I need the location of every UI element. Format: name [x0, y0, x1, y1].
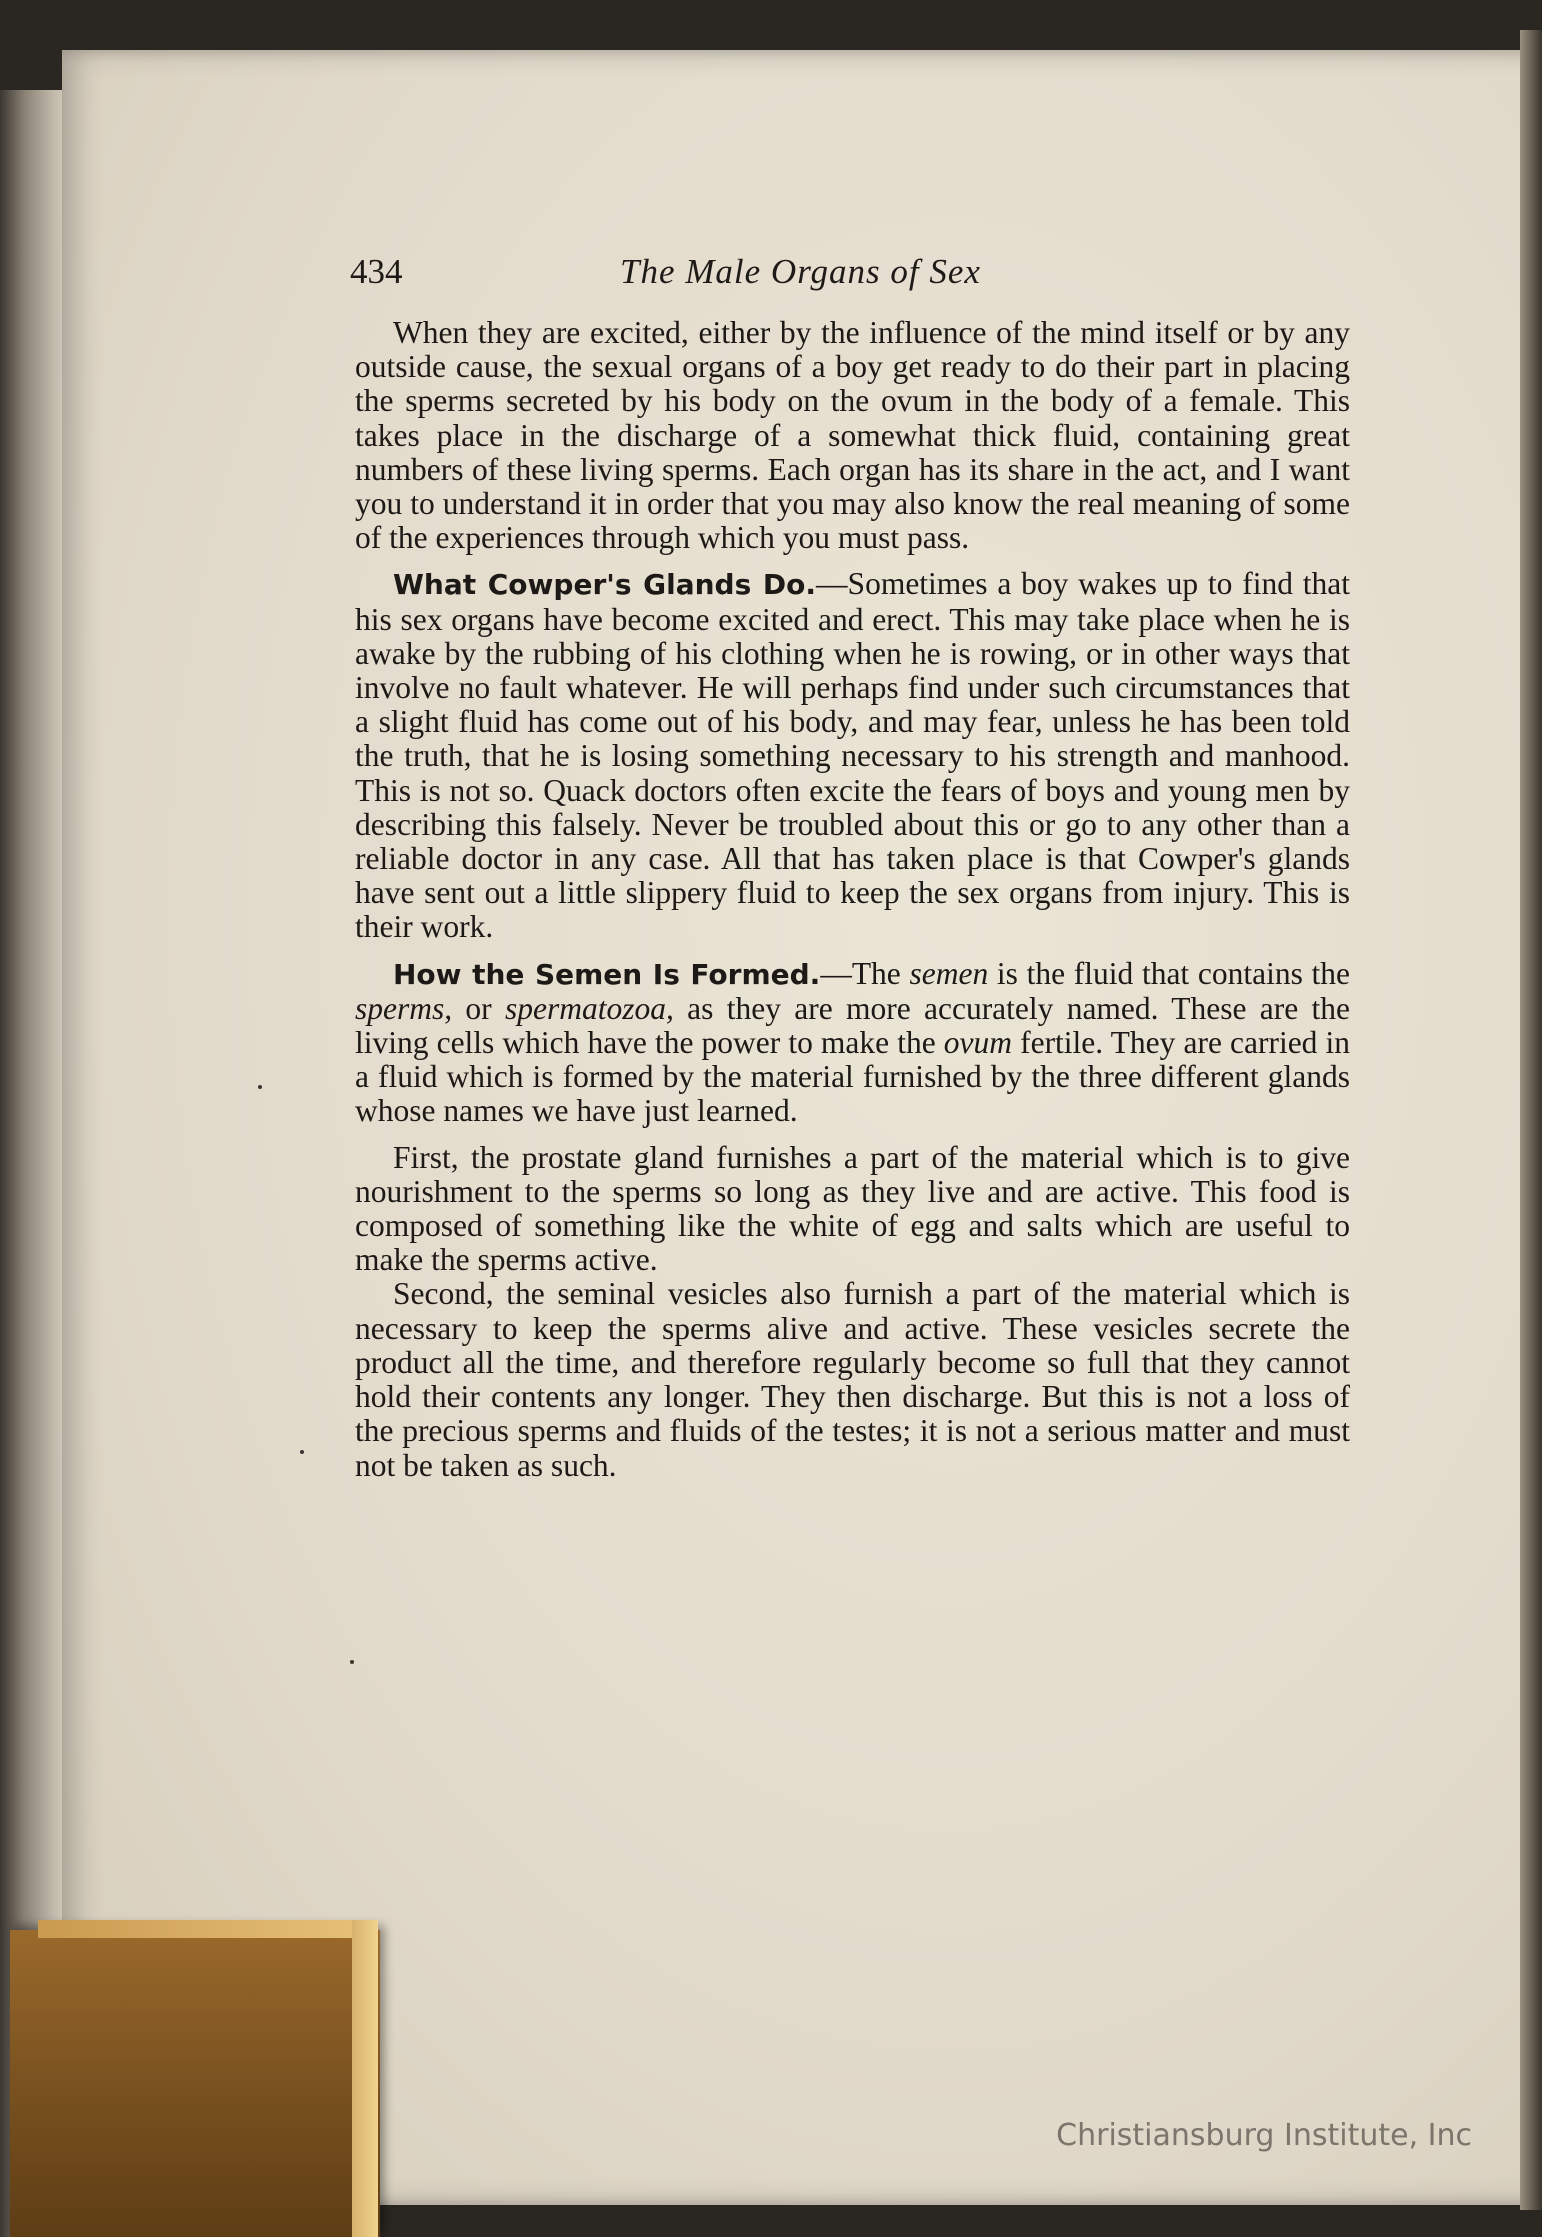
paragraph-text: or	[452, 990, 505, 1026]
paper-speck	[258, 1085, 262, 1089]
italic-term: ovum	[943, 1025, 1013, 1061]
paragraph-text: —The	[820, 955, 910, 991]
paragraph-text: fertile. They are carried in a fluid which is formed by the material furnished by the three different glands whose names we have just learned.	[355, 1025, 1351, 1129]
book-gutter	[1520, 30, 1542, 2210]
paragraph-intro	[355, 316, 1350, 555]
paragraph-text: Second, the seminal vesicles also furnish a part of the material which is necessary to keep the sperms alive and active. These vesicles secrete the product all the time, and therefore regularly become so full that they cannot hold their contents any longer. They then discharge. But this is not a loss of the precious sperms and fluids of the testes; it is not a serious matter and must not be taken as such.	[355, 1276, 1350, 1483]
page-body	[355, 316, 1350, 1483]
section-heading-cowpers-glands: What Cowper's Glands Do.	[393, 568, 817, 602]
paragraph-cowpers-glands	[355, 567, 1350, 944]
paragraph-prostate	[355, 1141, 1350, 1278]
paragraph-text: When they are excited, either by the influence of the mind itself or by any outside cause, the sexual organs of a boy get ready to do their part in placing the sperms secreted by his body on the ovum in the body of a female. This takes place in the discharge of a somewhat thick fluid, containing great numbers of these living sperms. Each organ has its share in the act, and I want you to understand it in order that you may also know the real meaning of some of the experiences through which you must pass.	[355, 315, 1350, 556]
bookmark-top-edge	[38, 1920, 376, 1938]
book-page-edges	[0, 90, 70, 2237]
page-number: 434	[350, 252, 403, 291]
page-header	[350, 252, 1350, 302]
watermark: Christiansburg Institute, Inc	[1056, 2118, 1472, 2153]
running-title: The Male Organs of Sex	[620, 252, 981, 291]
paragraph-seminal-vesicles	[355, 1277, 1350, 1482]
paragraph-text: —Sometimes a boy wakes up to find that his sex organs have become excited and erect. This may take place when he is awake by the rubbing of his clothing when he is rowing, or in other ways that involve no fault whatever. He will perhaps find under such circumstances that a slight fluid has come out of his body, and may fear, unless he has been told the truth, that he is losing something necessary to his strength and manhood. This is not so. Quack doctors often excite the fears of boys and young men by describing this falsely. Never be troubled about this or go to any other than a reliable doctor in any case. All that has taken place is that Cowper's glands have sent out a little slippery fluid to keep the sex organs from injury. This is their work.	[355, 566, 1350, 945]
bookmark-side-edge	[352, 1920, 378, 2237]
italic-term: sperms,	[355, 990, 453, 1026]
paper-speck	[300, 1450, 304, 1454]
italic-term: spermatozoa,	[504, 990, 674, 1026]
section-heading-semen-formed: How the Semen Is Formed.	[393, 957, 821, 991]
bookmark-block	[10, 1930, 380, 2237]
paragraph-text: First, the prostate gland furnishes a part of the material which is to give nourishment to the sperms so long as they live and are active. This food is composed of something like the white of egg and salts which are useful to make the sperms active.	[355, 1139, 1350, 1278]
paragraph-semen-formed	[355, 957, 1350, 1129]
paper-speck	[350, 1660, 354, 1664]
paragraph-text: is the fluid that contains the	[988, 955, 1351, 991]
italic-term: semen	[909, 955, 989, 991]
paragraph-text: as they are more accurately named. These are the living cells which have the power to make the	[355, 990, 1350, 1061]
